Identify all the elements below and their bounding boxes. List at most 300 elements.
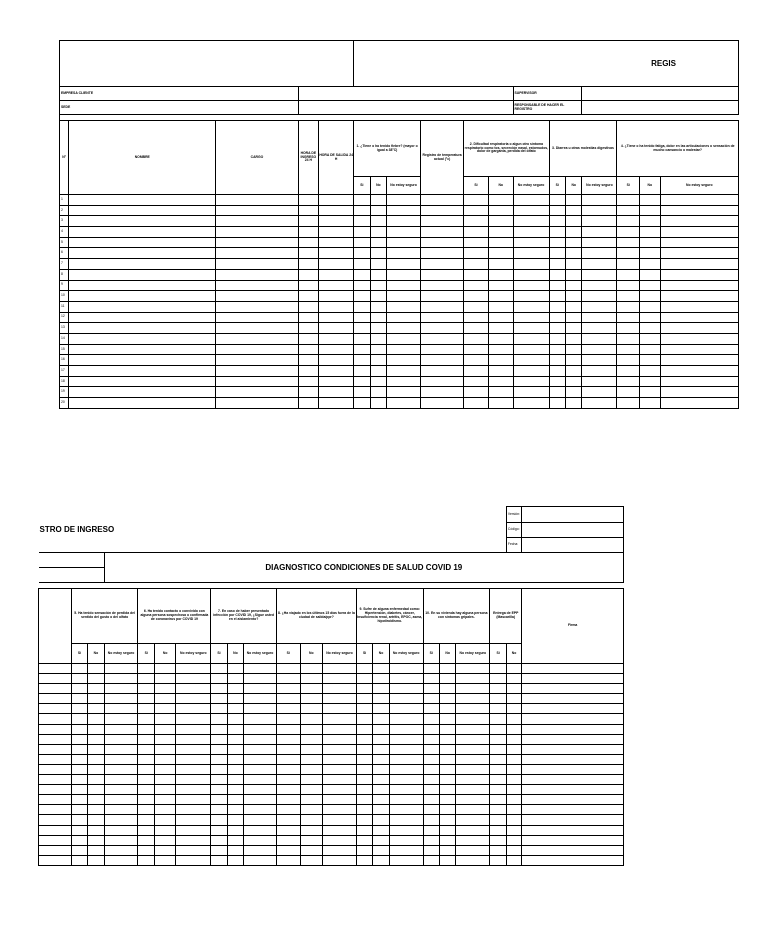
table-cell[interactable]: [356, 835, 372, 845]
table-cell[interactable]: [513, 398, 549, 409]
table-cell[interactable]: [244, 684, 277, 694]
table-cell[interactable]: [88, 775, 104, 785]
table-cell[interactable]: [244, 744, 277, 754]
table-cell[interactable]: [354, 312, 370, 323]
table-cell[interactable]: [423, 744, 439, 754]
table-cell[interactable]: [522, 835, 624, 845]
table-cell[interactable]: [276, 664, 300, 674]
table-cell[interactable]: [617, 195, 640, 206]
table-cell[interactable]: [421, 227, 464, 238]
table-cell[interactable]: [423, 734, 439, 744]
table-cell[interactable]: [565, 344, 581, 355]
table-cell[interactable]: [227, 674, 243, 684]
table-cell[interactable]: [513, 259, 549, 270]
table-cell[interactable]: [464, 205, 489, 216]
table-cell[interactable]: [69, 259, 216, 270]
table-cell[interactable]: [660, 259, 738, 270]
table-cell[interactable]: [227, 724, 243, 734]
table-cell[interactable]: [276, 825, 300, 835]
table-cell[interactable]: [506, 785, 521, 795]
table-cell[interactable]: [640, 248, 661, 259]
table-cell[interactable]: [387, 227, 421, 238]
table-cell[interactable]: [354, 344, 370, 355]
table-cell[interactable]: [565, 237, 581, 248]
table-cell[interactable]: [439, 825, 455, 835]
version-field[interactable]: [522, 507, 624, 523]
table-cell[interactable]: [387, 376, 421, 387]
table-cell[interactable]: [211, 835, 227, 845]
table-cell[interactable]: [439, 795, 455, 805]
table-cell[interactable]: [513, 205, 549, 216]
table-cell[interactable]: [660, 344, 738, 355]
table-cell[interactable]: [464, 323, 489, 334]
table-cell[interactable]: [373, 815, 389, 825]
table-cell[interactable]: [276, 775, 300, 785]
table-cell[interactable]: [370, 195, 386, 206]
table-cell[interactable]: [423, 785, 439, 795]
table-cell[interactable]: [549, 237, 565, 248]
table-cell[interactable]: [211, 704, 227, 714]
table-cell[interactable]: [439, 744, 455, 754]
table-cell[interactable]: [506, 724, 521, 734]
table-cell[interactable]: [354, 280, 370, 291]
table-cell[interactable]: [506, 714, 521, 724]
table-cell[interactable]: [660, 280, 738, 291]
table-cell[interactable]: [319, 376, 354, 387]
table-cell[interactable]: [389, 674, 423, 684]
table-cell[interactable]: [490, 694, 507, 704]
table-cell[interactable]: [356, 694, 372, 704]
table-cell[interactable]: [154, 764, 176, 774]
table-cell[interactable]: [216, 205, 298, 216]
table-cell[interactable]: [617, 333, 640, 344]
table-cell[interactable]: [154, 694, 176, 704]
table-cell[interactable]: [71, 744, 87, 754]
table-cell[interactable]: [640, 216, 661, 227]
table-cell[interactable]: [490, 664, 507, 674]
table-cell[interactable]: [464, 227, 489, 238]
table-cell[interactable]: [370, 376, 386, 387]
table-cell[interactable]: [319, 323, 354, 334]
table-cell[interactable]: [216, 312, 298, 323]
table-cell[interactable]: [423, 684, 439, 694]
table-cell[interactable]: [323, 775, 357, 785]
table-cell[interactable]: [88, 754, 104, 764]
table-cell[interactable]: [323, 815, 357, 825]
table-cell[interactable]: [373, 724, 389, 734]
table-cell[interactable]: [522, 785, 624, 795]
table-cell[interactable]: [300, 664, 323, 674]
table-cell[interactable]: [464, 237, 489, 248]
table-cell[interactable]: [244, 674, 277, 684]
table-cell[interactable]: [490, 764, 507, 774]
table-cell[interactable]: [227, 815, 243, 825]
table-cell[interactable]: [71, 694, 87, 704]
table-cell[interactable]: [319, 195, 354, 206]
table-cell[interactable]: [456, 855, 490, 865]
table-cell[interactable]: [370, 312, 386, 323]
table-cell[interactable]: [88, 674, 104, 684]
table-cell[interactable]: [276, 744, 300, 754]
table-cell[interactable]: [300, 795, 323, 805]
table-cell[interactable]: [439, 704, 455, 714]
table-cell[interactable]: [488, 237, 513, 248]
table-cell[interactable]: [421, 216, 464, 227]
table-cell[interactable]: [104, 664, 138, 674]
table-cell[interactable]: [423, 855, 439, 865]
table-cell[interactable]: [456, 775, 490, 785]
table-cell[interactable]: [323, 785, 357, 795]
table-cell[interactable]: [300, 744, 323, 754]
table-cell[interactable]: [456, 754, 490, 764]
table-cell[interactable]: [154, 785, 176, 795]
table-cell[interactable]: [549, 195, 565, 206]
table-cell[interactable]: [464, 248, 489, 259]
table-cell[interactable]: [617, 366, 640, 377]
table-cell[interactable]: [640, 237, 661, 248]
table-cell[interactable]: [319, 227, 354, 238]
table-cell[interactable]: [506, 845, 521, 855]
table-cell[interactable]: [354, 398, 370, 409]
table-cell[interactable]: [211, 764, 227, 774]
table-cell[interactable]: [373, 805, 389, 815]
table-cell[interactable]: [549, 269, 565, 280]
table-cell[interactable]: [354, 227, 370, 238]
table-cell[interactable]: [582, 205, 617, 216]
table-cell[interactable]: [582, 269, 617, 280]
table-cell[interactable]: [387, 366, 421, 377]
table-cell[interactable]: [423, 835, 439, 845]
table-cell[interactable]: [244, 825, 277, 835]
table-cell[interactable]: [323, 764, 357, 774]
table-cell[interactable]: [423, 704, 439, 714]
table-cell[interactable]: [373, 835, 389, 845]
table-cell[interactable]: [176, 684, 211, 694]
table-cell[interactable]: [660, 301, 738, 312]
table-cell[interactable]: [354, 269, 370, 280]
table-cell[interactable]: [244, 835, 277, 845]
table-cell[interactable]: [216, 323, 298, 334]
table-cell[interactable]: [244, 805, 277, 815]
table-cell[interactable]: [104, 845, 138, 855]
table-cell[interactable]: [319, 237, 354, 248]
table-cell[interactable]: [617, 248, 640, 259]
table-cell[interactable]: [370, 323, 386, 334]
table-cell[interactable]: [216, 195, 298, 206]
table-cell[interactable]: [227, 785, 243, 795]
table-cell[interactable]: [154, 805, 176, 815]
table-cell[interactable]: [244, 704, 277, 714]
table-cell[interactable]: [565, 259, 581, 270]
table-cell[interactable]: [389, 704, 423, 714]
table-cell[interactable]: [387, 387, 421, 398]
table-cell[interactable]: [488, 333, 513, 344]
table-cell[interactable]: [488, 269, 513, 280]
table-cell[interactable]: [298, 291, 319, 302]
table-cell[interactable]: [488, 323, 513, 334]
table-cell[interactable]: [617, 344, 640, 355]
table-cell[interactable]: [549, 301, 565, 312]
table-cell[interactable]: [300, 734, 323, 744]
table-cell[interactable]: [549, 344, 565, 355]
table-cell[interactable]: [216, 387, 298, 398]
table-cell[interactable]: [565, 280, 581, 291]
table-cell[interactable]: [298, 195, 319, 206]
table-cell[interactable]: [660, 333, 738, 344]
table-cell[interactable]: [640, 312, 661, 323]
table-cell[interactable]: [71, 714, 87, 724]
table-cell[interactable]: [370, 355, 386, 366]
table-cell[interactable]: [69, 387, 216, 398]
table-cell[interactable]: [319, 344, 354, 355]
table-cell[interactable]: [660, 237, 738, 248]
table-cell[interactable]: [276, 724, 300, 734]
table-cell[interactable]: [154, 664, 176, 674]
table-cell[interactable]: [88, 785, 104, 795]
table-cell[interactable]: [298, 216, 319, 227]
table-cell[interactable]: [300, 754, 323, 764]
responsable-field[interactable]: [582, 101, 739, 115]
table-cell[interactable]: [513, 291, 549, 302]
table-cell[interactable]: [617, 269, 640, 280]
table-cell[interactable]: [276, 805, 300, 815]
table-cell[interactable]: [582, 195, 617, 206]
table-cell[interactable]: [276, 714, 300, 724]
table-cell[interactable]: [387, 291, 421, 302]
table-cell[interactable]: [211, 754, 227, 764]
table-cell[interactable]: [211, 674, 227, 684]
table-cell[interactable]: [464, 366, 489, 377]
table-cell[interactable]: [244, 714, 277, 724]
table-cell[interactable]: [582, 323, 617, 334]
table-cell[interactable]: [69, 227, 216, 238]
table-cell[interactable]: [565, 227, 581, 238]
table-cell[interactable]: [356, 664, 372, 674]
table-cell[interactable]: [276, 785, 300, 795]
table-cell[interactable]: [298, 398, 319, 409]
table-cell[interactable]: [138, 744, 154, 754]
table-cell[interactable]: [69, 237, 216, 248]
table-cell[interactable]: [276, 694, 300, 704]
table-cell[interactable]: [513, 387, 549, 398]
table-cell[interactable]: [565, 376, 581, 387]
table-cell[interactable]: [323, 795, 357, 805]
table-cell[interactable]: [617, 227, 640, 238]
table-cell[interactable]: [216, 248, 298, 259]
table-cell[interactable]: [354, 195, 370, 206]
table-cell[interactable]: [389, 775, 423, 785]
table-cell[interactable]: [456, 664, 490, 674]
table-cell[interactable]: [549, 333, 565, 344]
table-cell[interactable]: [582, 291, 617, 302]
table-cell[interactable]: [490, 704, 507, 714]
table-cell[interactable]: [154, 734, 176, 744]
table-cell[interactable]: [319, 280, 354, 291]
table-cell[interactable]: [227, 775, 243, 785]
table-cell[interactable]: [370, 398, 386, 409]
table-cell[interactable]: [421, 312, 464, 323]
table-cell[interactable]: [227, 795, 243, 805]
table-cell[interactable]: [456, 764, 490, 774]
table-cell[interactable]: [356, 785, 372, 795]
table-cell[interactable]: [439, 855, 455, 865]
table-cell[interactable]: [88, 724, 104, 734]
table-cell[interactable]: [389, 734, 423, 744]
table-cell[interactable]: [640, 376, 661, 387]
table-cell[interactable]: [522, 724, 624, 734]
table-cell[interactable]: [421, 333, 464, 344]
table-cell[interactable]: [88, 855, 104, 865]
table-cell[interactable]: [439, 684, 455, 694]
table-cell[interactable]: [69, 376, 216, 387]
table-cell[interactable]: [506, 664, 521, 674]
table-cell[interactable]: [319, 248, 354, 259]
table-cell[interactable]: [244, 764, 277, 774]
table-cell[interactable]: [506, 795, 521, 805]
table-cell[interactable]: [582, 376, 617, 387]
table-cell[interactable]: [104, 674, 138, 684]
table-cell[interactable]: [298, 301, 319, 312]
table-cell[interactable]: [640, 205, 661, 216]
table-cell[interactable]: [370, 269, 386, 280]
table-cell[interactable]: [565, 333, 581, 344]
table-cell[interactable]: [356, 724, 372, 734]
table-cell[interactable]: [88, 684, 104, 694]
table-cell[interactable]: [176, 855, 211, 865]
table-cell[interactable]: [356, 764, 372, 774]
table-cell[interactable]: [300, 694, 323, 704]
table-cell[interactable]: [513, 248, 549, 259]
table-cell[interactable]: [421, 323, 464, 334]
table-cell[interactable]: [104, 684, 138, 694]
table-cell[interactable]: [549, 205, 565, 216]
table-cell[interactable]: [421, 280, 464, 291]
table-cell[interactable]: [439, 835, 455, 845]
table-cell[interactable]: [506, 734, 521, 744]
table-cell[interactable]: [488, 205, 513, 216]
table-cell[interactable]: [506, 754, 521, 764]
table-cell[interactable]: [488, 376, 513, 387]
table-cell[interactable]: [389, 815, 423, 825]
table-cell[interactable]: [138, 764, 154, 774]
table-cell[interactable]: [456, 815, 490, 825]
table-cell[interactable]: [88, 815, 104, 825]
table-cell[interactable]: [323, 674, 357, 684]
table-cell[interactable]: [513, 333, 549, 344]
table-cell[interactable]: [138, 775, 154, 785]
table-cell[interactable]: [488, 216, 513, 227]
table-cell[interactable]: [227, 684, 243, 694]
table-cell[interactable]: [660, 216, 738, 227]
table-cell[interactable]: [582, 237, 617, 248]
table-cell[interactable]: [71, 785, 87, 795]
table-cell[interactable]: [488, 366, 513, 377]
table-cell[interactable]: [660, 387, 738, 398]
table-cell[interactable]: [154, 674, 176, 684]
table-cell[interactable]: [421, 248, 464, 259]
table-cell[interactable]: [488, 248, 513, 259]
table-cell[interactable]: [389, 754, 423, 764]
table-cell[interactable]: [176, 724, 211, 734]
table-cell[interactable]: [276, 674, 300, 684]
table-cell[interactable]: [244, 694, 277, 704]
table-cell[interactable]: [373, 684, 389, 694]
table-cell[interactable]: [522, 754, 624, 764]
table-cell[interactable]: [421, 259, 464, 270]
table-cell[interactable]: [423, 825, 439, 835]
table-cell[interactable]: [154, 815, 176, 825]
table-cell[interactable]: [298, 366, 319, 377]
table-cell[interactable]: [373, 694, 389, 704]
table-cell[interactable]: [276, 734, 300, 744]
table-cell[interactable]: [104, 785, 138, 795]
table-cell[interactable]: [88, 744, 104, 754]
table-cell[interactable]: [88, 734, 104, 744]
table-cell[interactable]: [88, 845, 104, 855]
table-cell[interactable]: [660, 205, 738, 216]
table-cell[interactable]: [513, 301, 549, 312]
table-cell[interactable]: [138, 704, 154, 714]
table-cell[interactable]: [211, 855, 227, 865]
empresa-field[interactable]: [298, 87, 513, 101]
table-cell[interactable]: [522, 825, 624, 835]
table-cell[interactable]: [464, 259, 489, 270]
table-cell[interactable]: [488, 259, 513, 270]
table-cell[interactable]: [464, 333, 489, 344]
table-cell[interactable]: [211, 795, 227, 805]
table-cell[interactable]: [354, 291, 370, 302]
table-cell[interactable]: [227, 845, 243, 855]
table-cell[interactable]: [506, 805, 521, 815]
table-cell[interactable]: [389, 714, 423, 724]
table-cell[interactable]: [216, 259, 298, 270]
table-cell[interactable]: [319, 366, 354, 377]
table-cell[interactable]: [370, 333, 386, 344]
table-cell[interactable]: [176, 835, 211, 845]
table-cell[interactable]: [216, 344, 298, 355]
table-cell[interactable]: [660, 376, 738, 387]
table-cell[interactable]: [506, 684, 521, 694]
table-cell[interactable]: [464, 216, 489, 227]
table-cell[interactable]: [88, 764, 104, 774]
table-cell[interactable]: [456, 805, 490, 815]
table-cell[interactable]: [522, 764, 624, 774]
table-cell[interactable]: [370, 227, 386, 238]
table-cell[interactable]: [464, 291, 489, 302]
table-cell[interactable]: [323, 835, 357, 845]
table-cell[interactable]: [488, 387, 513, 398]
table-cell[interactable]: [490, 835, 507, 845]
table-cell[interactable]: [439, 754, 455, 764]
table-cell[interactable]: [154, 855, 176, 865]
table-cell[interactable]: [69, 312, 216, 323]
table-cell[interactable]: [617, 355, 640, 366]
table-cell[interactable]: [300, 764, 323, 774]
table-cell[interactable]: [456, 845, 490, 855]
table-cell[interactable]: [421, 195, 464, 206]
table-cell[interactable]: [211, 664, 227, 674]
table-cell[interactable]: [71, 825, 87, 835]
table-cell[interactable]: [176, 674, 211, 684]
table-cell[interactable]: [176, 754, 211, 764]
table-cell[interactable]: [69, 195, 216, 206]
table-cell[interactable]: [373, 764, 389, 774]
table-cell[interactable]: [439, 674, 455, 684]
table-cell[interactable]: [617, 291, 640, 302]
table-cell[interactable]: [176, 785, 211, 795]
table-cell[interactable]: [138, 724, 154, 734]
table-cell[interactable]: [354, 333, 370, 344]
